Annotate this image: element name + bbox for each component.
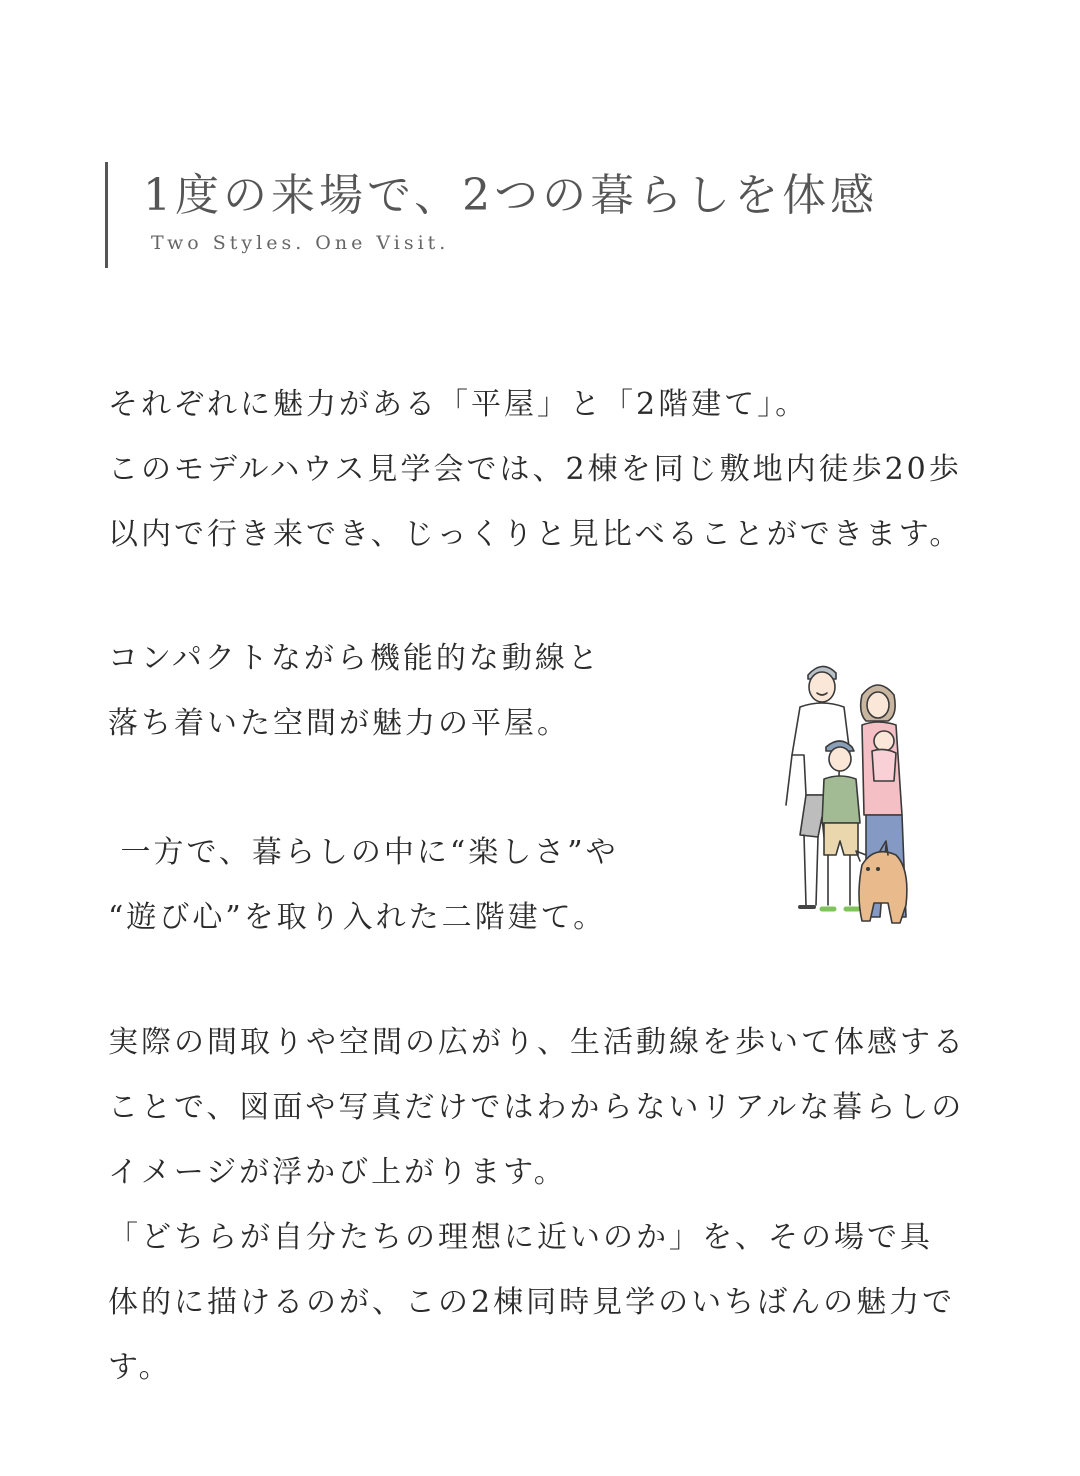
hiraya-paragraph <box>108 626 601 756</box>
nikai-paragraph <box>108 820 619 950</box>
child-shirt <box>822 776 860 823</box>
intro-line: 以内で行き来でき、じっくりと見比べることができます。 <box>108 517 963 552</box>
intro-paragraph <box>108 372 962 567</box>
closing-line: 「どちらが自分たちの理想に近いのか」を、その場で具 <box>108 1220 933 1255</box>
closing-line: す。 <box>108 1350 172 1385</box>
intro-line: それぞれに魅力がある「平屋」と「2階建て」。 <box>108 387 809 422</box>
closing-paragraph <box>108 1010 966 1400</box>
page-title: 1度の来場で、2つの暮らしを体感 <box>143 170 879 221</box>
nikai-line: 一方で、暮らしの中に“楽しさ”や <box>108 835 619 870</box>
intro-line: このモデルハウス見学会では、2棟を同じ敷地内徒歩20歩 <box>108 452 962 487</box>
heading-accent-bar <box>105 162 108 268</box>
nikai-line: “遊び心”を取り入れた二階建て。 <box>108 900 607 935</box>
family-with-dog-illustration <box>770 655 920 935</box>
father-head <box>809 672 835 702</box>
closing-line: ことで、図面や写真だけではわからないリアルな暮らしの <box>108 1090 965 1125</box>
child-head <box>829 747 851 771</box>
mother-head <box>867 692 889 718</box>
hiraya-line: 落ち着いた空間が魅力の平屋。 <box>108 706 570 741</box>
child-shorts <box>824 823 858 855</box>
page-subtitle: Two Styles. One Visit. <box>151 232 450 254</box>
closing-line: 実際の間取りや空間の広がり、生活動線を歩いて体感する <box>108 1025 966 1060</box>
closing-line: イメージが浮かび上がります。 <box>108 1155 567 1190</box>
dog-body <box>859 852 907 923</box>
closing-line: 体的に描けるのが、この2棟同時見学のいちばんの魅力で <box>108 1285 956 1320</box>
baby-head <box>874 731 894 751</box>
section-heading <box>105 160 925 270</box>
baby-body <box>872 749 896 781</box>
hiraya-line: コンパクトながら機能的な動線と <box>108 641 601 676</box>
